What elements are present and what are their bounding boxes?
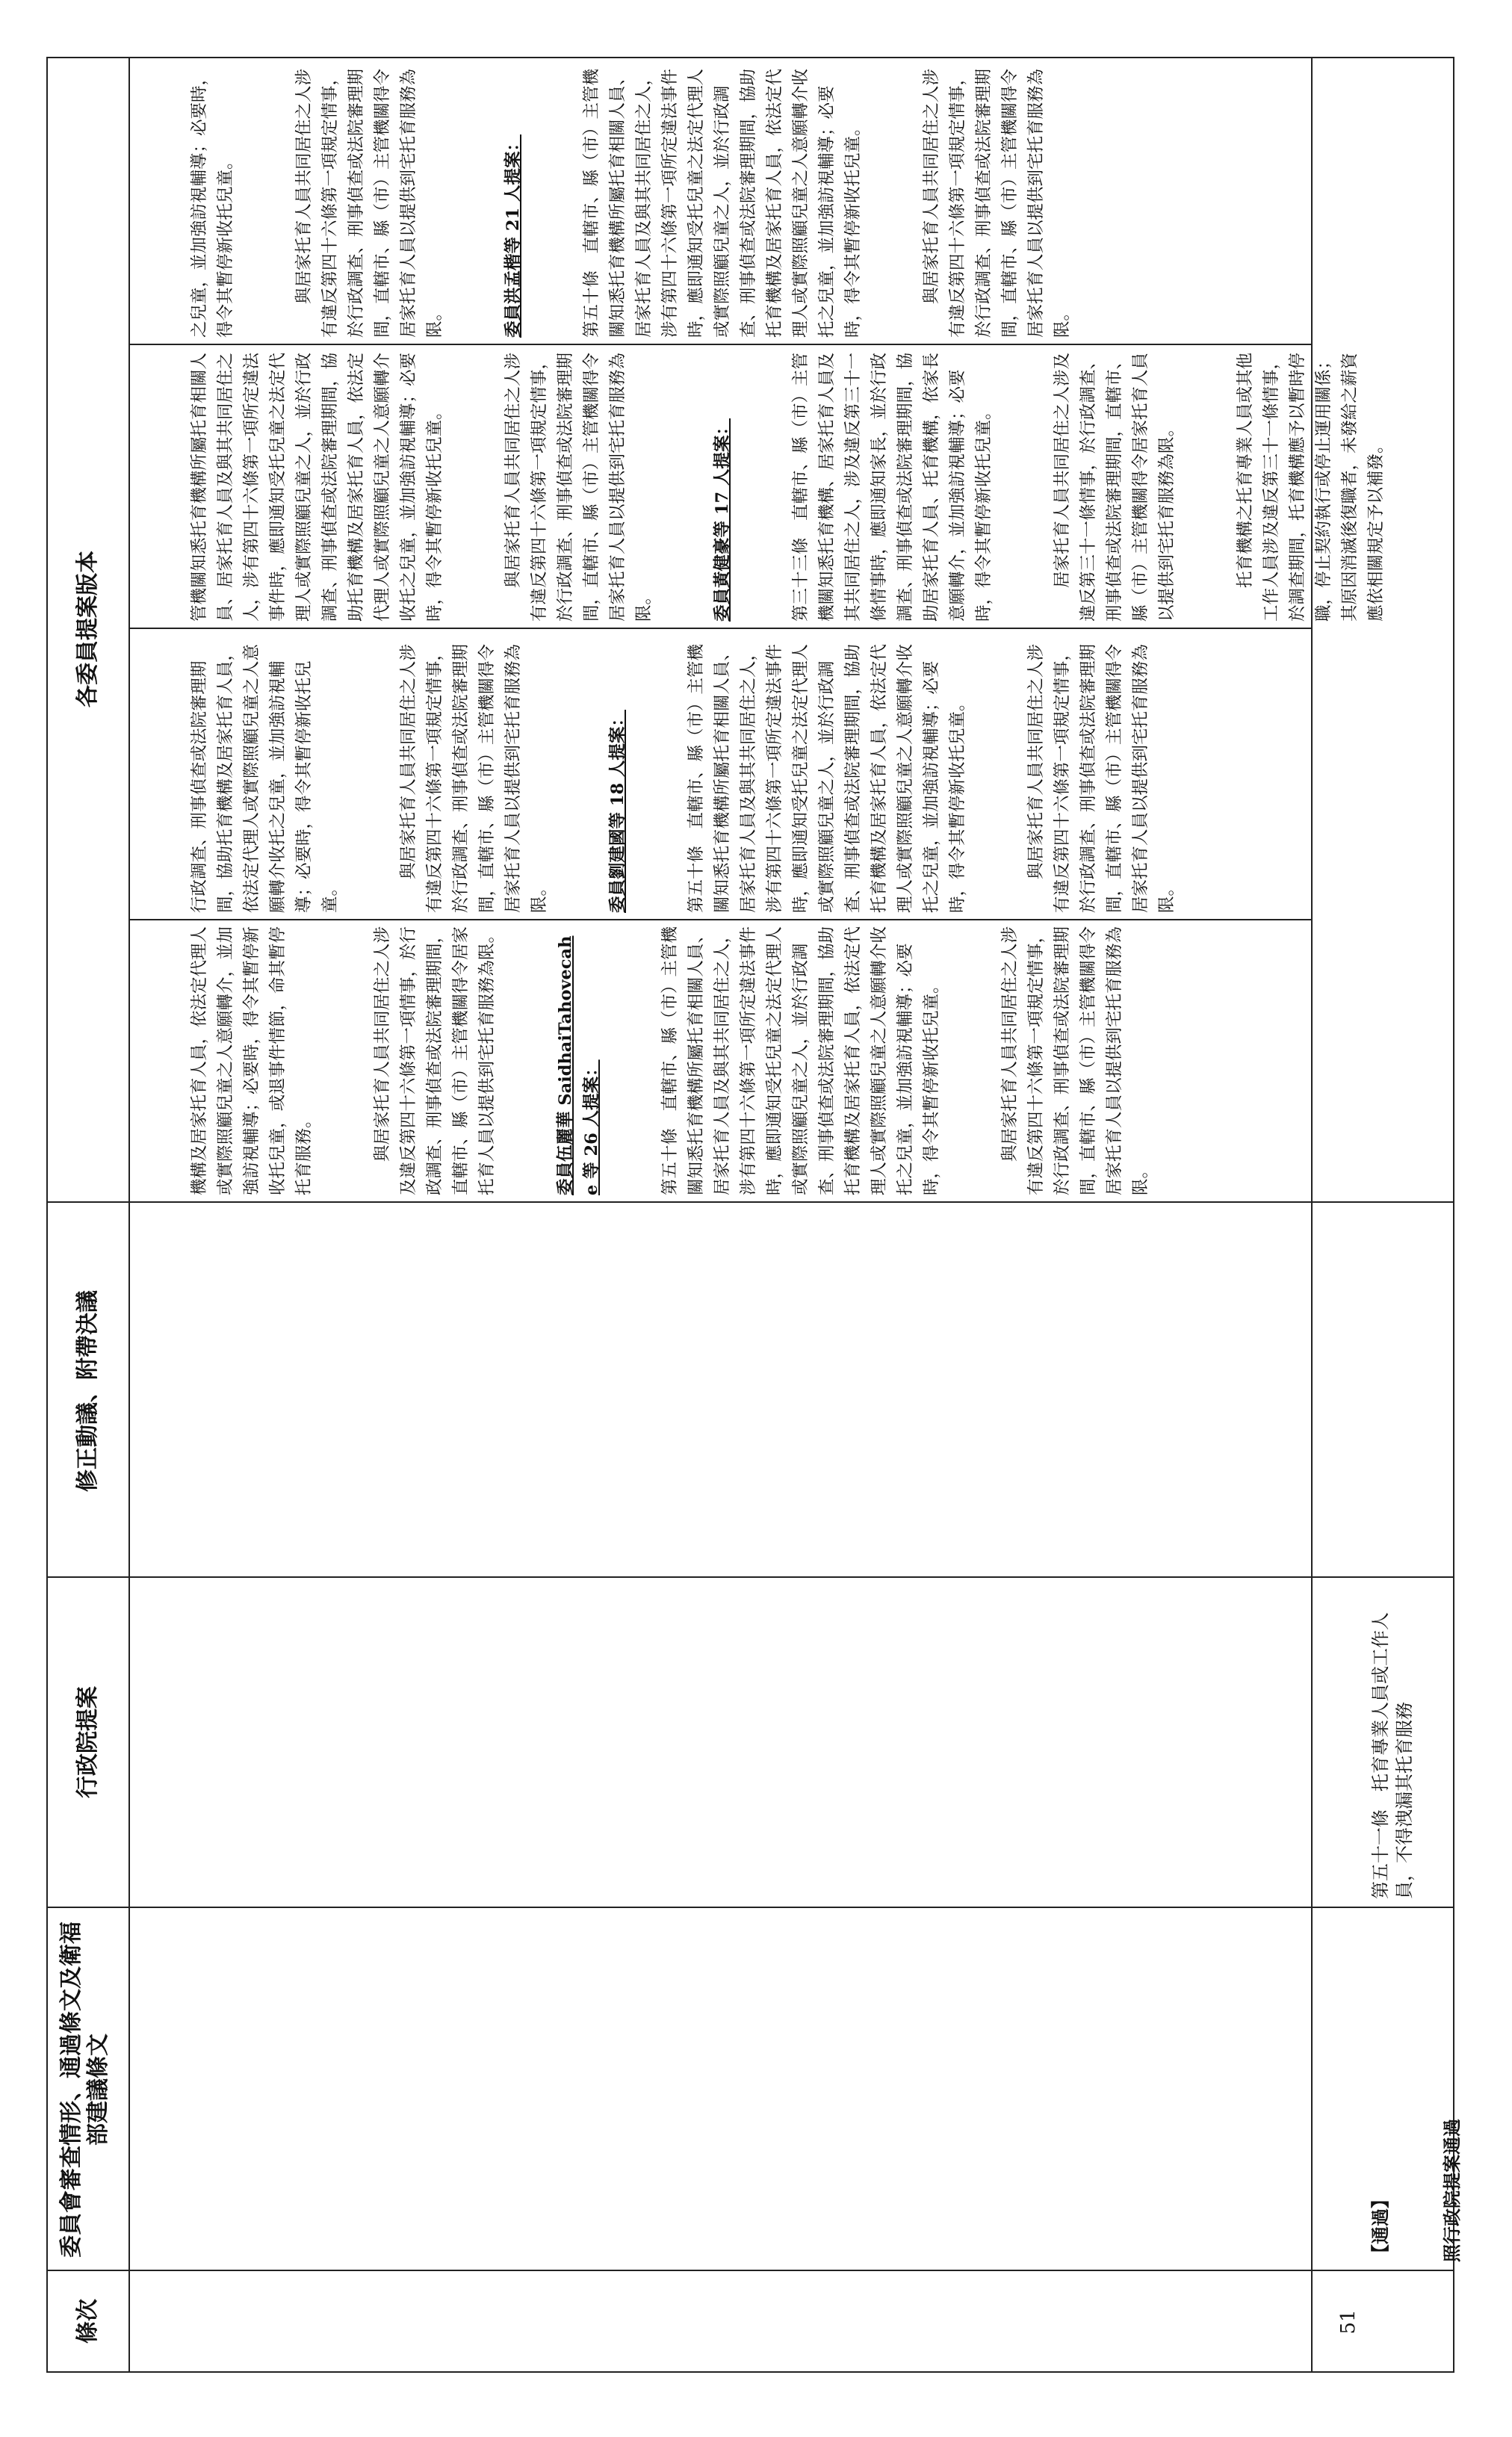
committee-result xyxy=(1321,1914,1463,2262)
col-divider-1 xyxy=(46,2270,1454,2271)
paragraph: 行政調查、刑事偵查或法院審理期間，協助托育機構及居家托育人員，依法定代理人或實際照顧兒童之人意願轉介收托之兒童，並加強訪視輔導；必要時，得令其暫停新收托兒童。 xyxy=(190,643,340,913)
paragraph: 之兒童，並加強訪視輔導；必要時，得令其暫停新收托兒童。 xyxy=(190,68,235,338)
proposal-title: 委員洪孟楷等 21 人提案： xyxy=(504,134,523,338)
header-col-no: 條次 xyxy=(75,2299,101,2344)
header-col-exec: 行政院提案 xyxy=(75,1686,101,1798)
paragraph: 第五十一條 托育專業人員或工作人員，不得洩漏其托育服務 xyxy=(1370,1612,1415,1899)
header-col-members: 各委員提案版本 xyxy=(75,551,101,707)
col-divider-2 xyxy=(46,1907,1454,1908)
paragraph: 第五十條 直轄市、縣（市）主管機關知悉托育機構所屬托育相關人員、居家托育人員及與其共同居住之人，涉有第四十六條第一項所定違法事件時，應即通知受托兒童之法定代理人或實際照顧兒童之人，並於行政調查、刑事偵查或法院審理期間，協助托育機構及居家托育人員，依法定代理人或實際照顧兒童之人意願轉介收托之兒童，並加強訪視輔導；必要時，得令其暫停新收托兒童。 xyxy=(687,643,967,913)
paragraph: 與居家托育人員共同居住之人涉有違反第四十六條第一項規定情事，於行政調查、刑事偵查或法院審理期間，直轄市、縣（市）主管機關得令居家托育人員以提供到宅托育服務為限。 xyxy=(1000,926,1150,1195)
paragraph: 與居家托育人員共同居住之人涉有違反第四十六條第一項規定情事，於行政調查、刑事偵查或法院審理期間，直轄市、縣（市）主管機關得令居家托育人員以提供到宅托育服務為限。 xyxy=(504,352,654,622)
row-number: 51 xyxy=(1337,2309,1360,2335)
members-col-3 xyxy=(134,351,1386,622)
paragraph: 管機關知悉托育機構所屬托育相關人員、居家托育人員及與其共同居住之人，涉有第四十六條第一項所定違法事件時，應即通知受托兒童之法定代理人或實際照顧兒童之人，並於行政調查、刑事偵查或法院審理期間，協助托育機構及居家托育人員，依法定代理人或實際照顧兒童之人意願轉介收托之兒童，並加強訪視輔導；必要時，得令其暫停新收托兒童。 xyxy=(190,352,444,622)
proposal-title: 委員伍麗華 SaidhaiTahovecahe 等 26 人提案： xyxy=(556,935,601,1195)
paragraph: 與居家托育人員共同居住之人涉有違反第四十六條第一項規定情事，於行政調查、刑事偵查或法院審理期間，直轄市、縣（市）主管機關得令居家托育人員以提供到宅托育服務為限。 xyxy=(1026,643,1177,913)
paragraph: 居家托育人員共同居住之人涉及違反第三十一條情事，於行政調查、刑事偵查或法院審理期間，直轄市、縣（市）主管機關得令居家托育人員以提供到宅托育服務為限。 xyxy=(1053,352,1177,622)
members-sub-divider-1 xyxy=(128,1201,1311,1203)
paragraph: 第五十條 直轄市、縣（市）主管機關知悉托育機構所屬托育相關人員、居家托育人員及與其共同居住之人，涉有第四十六條第一項所定違法事件時，應即通知受托兒童之法定代理人或實際照顧兒童之人，並於行政調查、刑事偵查或法院審理期間，協助托育機構及居家托育人員，依法定代理人或實際照顧兒童之人意願轉介收托之兒童，並加強訪視輔導；必要時，得令其暫停新收托兒童。 xyxy=(660,926,941,1195)
paragraph: 與居家托育人員共同居住之人涉有違反第四十六條第一項規定情事，於行政調查、刑事偵查或法院審理期間，直轄市、縣（市）主管機關得令居家托育人員以提供到宅托育服務為限。 xyxy=(922,68,1072,338)
col-divider-3 xyxy=(46,1576,1454,1578)
paragraph: 第三十三條 直轄市、縣（市）主管機關知悉托育機構、居家托育人員及其共同居住之人，涉及違反第三十一條情事時，應即通知家長，並於行政調查、刑事偵查或法院審理期間，協助居家托育人員、托育機構，依家長意願轉介，並加強訪視輔導；必要時，得令其暫停新收托兒童。 xyxy=(791,352,994,622)
paragraph: 與居家托育人員共同居住之人涉有違反第四十六條第一項規定情事，於行政調查、刑事偵查或法院審理期間，直轄市、縣（市）主管機關得令居家托育人員以提供到宅托育服務為限。 xyxy=(399,643,549,913)
proposal-title: 委員黃健豪等 17 人提案： xyxy=(713,418,732,622)
members-sub-divider-2 xyxy=(128,919,1311,920)
members-col-2 xyxy=(134,635,1307,913)
paragraph: 第五十條 直轄市、縣（市）主管機關知悉托育機構所屬托育相關人員、居家托育人員及與其共同居住之人，涉有第四十六條第一項所定違法事件時，應即通知受托兒童之法定代理人或實際照顧兒童之人，並於行政調查、刑事偵查或法院審理期間，協助托育機構及居家托育人員，依法定代理人或實際照顧兒童之人意願轉介收托之兒童，並加強訪視輔導；必要時，得令其暫停新收托兒童。 xyxy=(582,68,863,338)
members-sub-divider-3 xyxy=(128,628,1311,629)
members-col-1 xyxy=(134,926,1307,1195)
paragraph: 托育機構之托育專業人員或其他工作人員涉及違反第三十一條情事，於調查期間，托育機構應予以暫時停職，停止契約執行或停止運用關係；其原因消滅後復職者，未發給之薪資應依相關規定予以補發。 xyxy=(1236,352,1386,622)
committee-tag: 【通過】 xyxy=(1369,2190,1391,2262)
members-sub-divider-4 xyxy=(128,344,1311,345)
header-divider xyxy=(128,57,130,2373)
committee-text: 照行政院提案通過 xyxy=(1441,2119,1463,2262)
paragraph: 與居家托育人員共同居住之人涉有違反第四十六條第一項規定情事，於行政調查、刑事偵查或法院審理期間，直轄市、縣（市）主管機關得令居家托育人員以提供到宅托育服務為限。 xyxy=(294,68,444,338)
header-col-committee: 委員會審查情形、通過條文及衛福部建議條文 xyxy=(58,1922,111,2258)
paragraph: 機構及居家托育人員，依法定代理人或實際照顧兒童之人意願轉介，並加強訪視輔導；必要時，得令其暫停新收托兒童，或退事件情節，命其暫停托育服務。 xyxy=(190,926,314,1195)
members-col-4 xyxy=(134,64,1307,338)
exec-proposal-text xyxy=(1321,1585,1448,1899)
proposal-title: 委員劉建國等 18 人提案： xyxy=(608,710,628,913)
header-col-amend: 修正動議、附帶決議 xyxy=(75,1290,101,1492)
paragraph: 與居家托育人員共同居住之人涉及違反第四十六條第一項情事，於行政調查、刑事偵查或法院審理期間，直轄市、縣（市）主管機關得令居家托育人員以提供到宅托育服務為限。 xyxy=(373,926,497,1195)
